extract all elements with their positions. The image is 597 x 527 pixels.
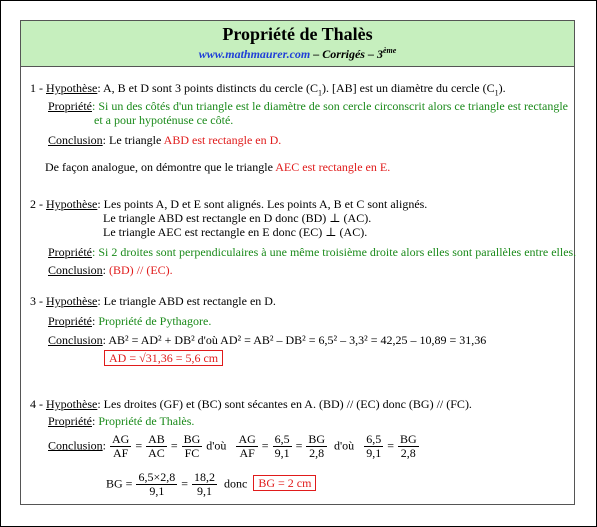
header-box — [20, 20, 575, 67]
frac-bg-28-2: $\frac{BG}{2,8}$ — [399, 432, 417, 460]
subtitle-sup: ème — [382, 46, 397, 55]
s4-result-line: BG = $\frac{6,5\times 2,8}{9,1}$ = $\frac{18,2}{9,1}$ donc BG = 2 cm — [106, 471, 316, 498]
s1-conclusion: Conclusion: Le triangle ABD est rectangle en D. — [48, 133, 282, 147]
s4-hypothesis: 4 - Hypothèse: Les droites (GF) et (BC) sont sécantes en A. (BD) // (EC) donc (BG) // (FC). — [30, 397, 472, 411]
page-title: Propriété de Thalès — [222, 24, 373, 44]
frac-product: $\frac{6,5\times 2,8}{9,1}$ — [138, 470, 176, 498]
frac-182-91: $\frac{18,2}{9,1}$ — [194, 470, 215, 498]
s4-result-box: BG = 2 cm — [253, 475, 316, 491]
s3-result — [104, 351, 223, 365]
frac-bg-fc: $\frac{BG}{FC}$ — [183, 432, 201, 460]
frac-ab-ac: $\frac{AB}{AC}$ — [148, 432, 165, 460]
site-link[interactable]: www.mathmaurer.com — [198, 47, 311, 61]
content-box — [20, 67, 575, 505]
s2-line2: Le triangle ABD est rectangle en D donc (BD) ⊥ (AC). — [103, 211, 372, 225]
s1-analog: De façon analogue, on démontre que le triangle AEC est rectangle en E. — [45, 160, 391, 174]
page-subtitle — [21, 46, 574, 62]
s2-hypothesis: 2 - Hypothèse: Les points A, D et E sont alignés. Les points A, B et C sont alignés. — [30, 197, 428, 211]
frac-ag-af-2: $\frac{AG}{AF}$ — [238, 432, 256, 460]
frac-65-91: $\frac{6,5}{9,1}$ — [274, 432, 290, 460]
frac-65-91-2: $\frac{6,5}{9,1}$ — [366, 432, 382, 460]
s3-hypothesis: 3 - Hypothèse: Le triangle ABD est rectangle en D. — [30, 294, 276, 308]
s4-property: Propriété: Propriété de Thalès. — [48, 414, 195, 428]
s3-conclusion: Conclusion: AB² = AD² + DB² d'où AD² = AB² – DB² = 6,5² – 3,3² = 42,25 – 10,89 = 31,36 — [48, 333, 487, 347]
s3-result-box: AD = √31,36 = 5,6 cm — [104, 350, 223, 366]
s2-conclusion: Conclusion: (BD) // (EC). — [48, 263, 173, 277]
s1-property-cont: et a pour hypoténuse ce côté. — [94, 113, 234, 127]
frac-bg-28: $\frac{BG}{2,8}$ — [308, 432, 326, 460]
frac-ag-af: $\frac{AG}{AF}$ — [112, 432, 130, 460]
s2-line3: Le triangle AEC est rectangle en E donc (EC) ⊥ (AC). — [103, 225, 368, 239]
s2-property: Propriété: Si 2 droites sont perpendiculaires à une même troisième droite alors elles sont parallèles entre elles. — [48, 245, 577, 259]
s1-property: Propriété: Si un des côtés d'un triangle est le diamètre de son cercle circonscrit alors ce triangle est rectangle — [48, 99, 568, 113]
s4-conclusion-line: Conclusion: $\frac{AG}{AF}$ = $\frac{AB}{AC}$ = $\frac{BG}{FC}$ d'où $\frac{AG}{AF}$ = $\frac{6,5}{9,1}$ = $\frac{BG}{2,8}$ d'où $\frac{6,5}{9,1}$ = $\frac{BG}{2,8}$ — [48, 432, 417, 460]
s1-hypothesis: 1 - Hypothèse: A, B et D sont 3 points distincts du cercle $(C_1)$. [AB] est un diamètre du cercle $(C_1)$. — [30, 81, 506, 98]
s3-property: Propriété: Propriété de Pythagore. — [48, 314, 212, 328]
subtitle-tail: – Corrigés – 3 — [310, 47, 383, 61]
